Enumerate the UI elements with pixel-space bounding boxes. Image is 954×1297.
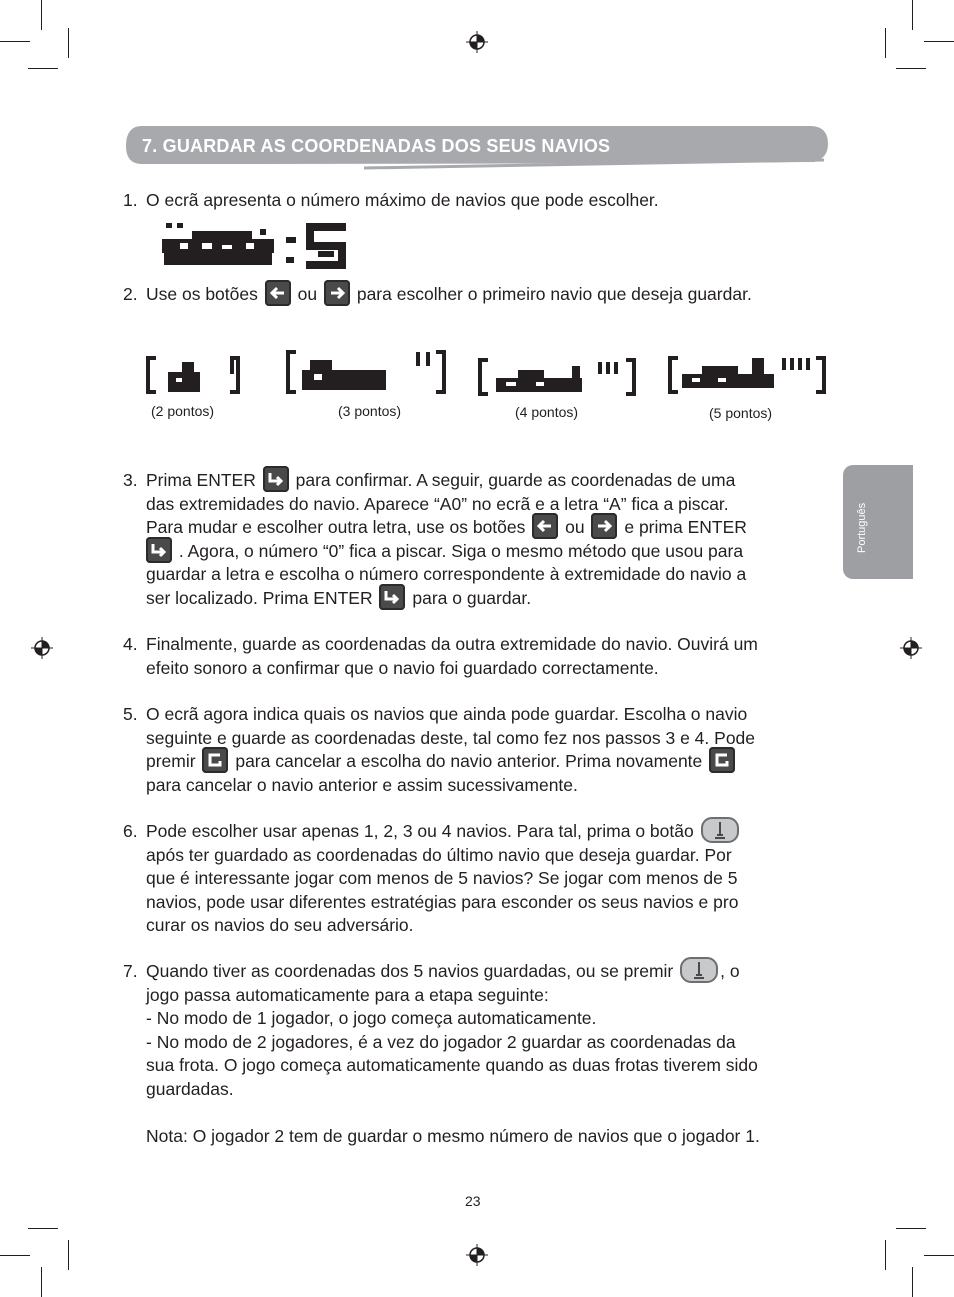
crop-mark: [896, 1228, 926, 1229]
step-text-line: [123, 820, 835, 844]
step-text: das extremidades do navio. Aparece “A0” no ecrã e a letra “A” fica a piscar.: [146, 493, 729, 514]
ship-5-points-icon: [668, 354, 830, 396]
step-text: para escolher o primeiro navio que deseja guardar.: [356, 284, 752, 304]
step-text-line: [123, 960, 835, 984]
registration-mark-icon: [466, 31, 488, 53]
step-text: efeito sonoro a confirmar que o navio foi guardado correctamente.: [146, 657, 659, 678]
arrow-right-icon: [324, 280, 350, 306]
step-text: para confirmar. A seguir, guarde as coordenadas de uma: [295, 470, 736, 490]
language-side-tab: [843, 465, 913, 579]
step-4: [123, 633, 835, 680]
step-text: O ecrã agora indica quais os navios que ainda pode guardar. Escolha o navio: [146, 704, 748, 724]
crop-mark: [28, 1228, 58, 1229]
step-text: Finalmente, guarde as coordenadas da outra extremidade do navio. Ouvirá um: [146, 634, 758, 654]
step-7: [123, 960, 835, 1148]
crop-mark: [924, 41, 954, 42]
step-text-line: [123, 469, 835, 493]
arrow-right-icon: [591, 513, 617, 539]
step-number: 3.: [123, 470, 138, 490]
crop-mark: [41, 0, 42, 30]
ship-3-points-icon: [286, 348, 448, 396]
registration-mark-icon: [31, 637, 53, 659]
step-text: Quando tiver as coordenadas dos 5 navios guardadas, ou se premir: [146, 961, 674, 981]
step-text: seguinte e guarde as coordenadas deste, tal como fez nos passos 3 e 4. Pode: [146, 727, 756, 748]
step-text: - No modo de 1 jogador, o jogo começa automaticamente.: [146, 1008, 597, 1028]
crop-mark: [68, 28, 69, 58]
step-number: 1.: [123, 190, 138, 210]
step-text: após ter guardado as coordenadas do último navio que deseja guardar. Por: [146, 844, 732, 865]
ship-caption: (5 pontos): [709, 405, 773, 421]
page-number: 23: [465, 1193, 481, 1209]
step-5: [123, 703, 835, 797]
enter-icon: [146, 537, 172, 563]
step-text: Para mudar e escolher outra letra, use os botões: [146, 517, 526, 537]
step-3: [123, 469, 835, 610]
step-number: 2.: [123, 284, 138, 304]
step-text: - No modo de 2 jogadores, é a vez do jogador 2 guardar as coordenadas da: [146, 1031, 736, 1052]
step-2: [123, 283, 835, 307]
crop-mark: [0, 41, 30, 42]
crop-mark: [68, 1240, 69, 1270]
step-6: [123, 820, 835, 938]
cancel-c-icon: [202, 747, 228, 773]
step-1: [123, 189, 835, 213]
step-text: curar os navios do seu adversário.: [146, 915, 414, 935]
step-text-line: [123, 516, 835, 540]
step-number: 6.: [123, 821, 138, 841]
crop-mark: [28, 68, 58, 69]
section-header: [124, 124, 828, 170]
enter-icon: [379, 584, 405, 610]
enter-icon: [263, 466, 289, 492]
step-text: Use os botões: [146, 284, 258, 304]
ship-2-points-icon: [146, 354, 244, 396]
step-text: guardadas.: [146, 1078, 234, 1099]
step-text: ou: [297, 284, 318, 304]
step-text: navios, pode usar diferentes estratégias para esconder os seus navios e pro: [146, 891, 739, 912]
step-text: premir: [146, 751, 196, 771]
lcd-digit: [304, 223, 348, 269]
step-text: , o: [720, 961, 740, 981]
crop-mark: [41, 1267, 42, 1297]
crop-mark: [912, 1267, 913, 1297]
ship-caption: (3 pontos): [338, 403, 402, 419]
step-text: e prima ENTER: [624, 517, 747, 537]
step-text: para cancelar a escolha do navio anterior. Prima novamente: [235, 751, 703, 771]
lcd-ship-count-display: [162, 221, 352, 276]
step-text: para cancelar o navio anterior e assim sucessivamente.: [146, 774, 578, 795]
step-text-line: [123, 283, 835, 307]
step-text-line: [123, 587, 835, 611]
step-number: 4.: [123, 634, 138, 654]
arrow-left-icon: [265, 280, 291, 306]
registration-mark-icon: [900, 637, 922, 659]
crop-mark: [924, 1255, 954, 1256]
step-number: 5.: [123, 704, 138, 724]
step-text-line: [123, 540, 835, 564]
ship-caption: (2 pontos): [151, 403, 215, 419]
crop-mark: [896, 68, 926, 69]
crop-mark: [0, 1255, 30, 1256]
crop-mark: [885, 1240, 886, 1270]
step-text: ou: [565, 517, 585, 537]
step-text: guardar a letra e escolha o número correspondente à extremidade do navio a: [146, 564, 747, 584]
registration-mark-icon: [466, 1244, 488, 1266]
step-text: Pode escolher usar apenas 1, 2, 3 ou 4 navios. Para tal, prima o botão: [146, 821, 694, 841]
step-text: sua frota. O jogo começa automaticamente quando as duas frotas tiverem sido: [146, 1055, 758, 1075]
step-text: Prima ENTER: [146, 470, 256, 490]
step-text: ser localizado. Prima ENTER: [146, 587, 373, 608]
step-text: que é interessante jogar com menos de 5 navios? Se jogar com menos de 5: [146, 868, 738, 888]
step-number: 7.: [123, 961, 138, 981]
ship-oval-icon: [680, 957, 718, 983]
section-title: 7. GUARDAR AS COORDENADAS DOS SEUS NAVIOS: [142, 136, 611, 156]
step-text: para o guardar.: [412, 587, 532, 608]
step-text-line: [123, 750, 835, 774]
crop-mark: [885, 28, 886, 58]
ship-caption: (4 pontos): [515, 404, 579, 420]
step-text: jogo passa automaticamente para a etapa seguinte:: [146, 984, 549, 1005]
crop-mark: [912, 0, 913, 30]
ship-4-points-icon: [478, 356, 640, 398]
cancel-c-icon: [709, 747, 735, 773]
language-tab-label: Português: [856, 502, 868, 553]
arrow-left-icon: [532, 513, 558, 539]
step-text: . Agora, o número “0” fica a piscar. Siga o mesmo método que usou para: [178, 540, 744, 561]
step-text: O ecrã apresenta o número máximo de navios que pode escolher.: [146, 190, 659, 210]
note-text: Nota: O jogador 2 tem de guardar o mesmo número de navios que o jogador 1.: [146, 1125, 760, 1146]
ship-oval-icon: [701, 817, 739, 843]
